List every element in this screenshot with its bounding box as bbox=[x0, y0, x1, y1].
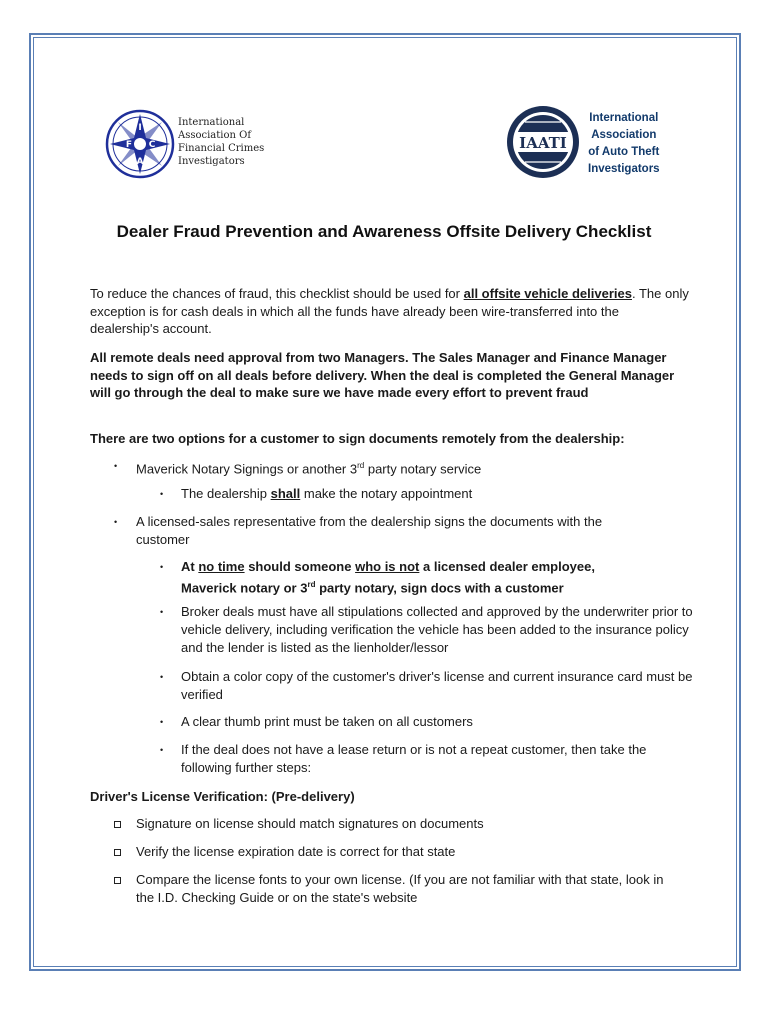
bullet: • bbox=[160, 489, 164, 499]
further-steps-rule: If the deal does not have a lease return or is not a repeat customer, then take the following further steps: bbox=[181, 742, 647, 775]
options-heading: There are two options for a customer to sign documents remotely from the dealership: bbox=[90, 431, 625, 446]
checkbox[interactable] bbox=[114, 849, 121, 856]
check-item: Compare the license fonts to your own license. (If you are not familiar with that state, look in the I.D. Checking Guide or on the state's website bbox=[136, 872, 664, 905]
option-notary-sub: The dealership shall make the notary appointment bbox=[181, 486, 473, 501]
iafci-logo bbox=[104, 108, 176, 180]
checkbox[interactable] bbox=[114, 877, 121, 884]
svg-text:A: A bbox=[136, 157, 144, 167]
document-title: Dealer Fraud Prevention and Awareness Offsite Delivery Checklist bbox=[116, 222, 652, 241]
svg-text:F: F bbox=[125, 140, 133, 150]
bullet: • bbox=[114, 461, 118, 471]
bullet: • bbox=[160, 562, 164, 572]
license-copy-rule: Obtain a color copy of the customer's driver's license and current insurance card must be verified bbox=[181, 669, 693, 702]
svg-text:IAATI: IAATI bbox=[519, 134, 567, 152]
broker-deals-rule: Broker deals must have all stipulations collected and approved by the underwriter prior to vehicle delivery, including verification the vehicle has been added to the insurance policy and the lender is listed as the lienholder/lessor bbox=[181, 604, 693, 655]
checkbox[interactable] bbox=[114, 821, 121, 828]
intro-paragraph: To reduce the chances of fraud, this checklist should be used for all offsite vehicle deliveries. The only exception is for cash deals in which all the funds have already been wire-transferred into the dealership's account. bbox=[90, 286, 689, 336]
bullet: • bbox=[160, 717, 164, 727]
check-item: Signature on license should match signatures on documents bbox=[136, 816, 484, 831]
bullet: • bbox=[114, 517, 118, 527]
iaati-name: International Association of Auto Theft Investigators bbox=[588, 112, 660, 175]
bullet: • bbox=[160, 745, 164, 755]
thumbprint-rule: A clear thumb print must be taken on all customers bbox=[181, 714, 473, 729]
option-notary: Maverick Notary Signings or another 3rd party notary service bbox=[136, 461, 482, 477]
bullet: • bbox=[160, 672, 164, 682]
svg-text:C: C bbox=[148, 140, 156, 150]
approval-paragraph: All remote deals need approval from two Managers. The Sales Manager and Finance Manager needs to sign off on all deals before delivery. When the deal is completed the General Manager will go through the deal to make sure we have made every effort to prevent fraud bbox=[90, 350, 675, 400]
iaati-logo bbox=[505, 104, 581, 180]
check-item: Verify the license expiration date is correct for that state bbox=[136, 844, 456, 859]
bullet: • bbox=[160, 607, 164, 617]
iafci-name: International Association Of Financial Crimes Investigators bbox=[178, 117, 265, 167]
svg-text:I: I bbox=[138, 123, 142, 133]
dl-verification-heading: Driver's License Verification: (Pre-delivery) bbox=[90, 789, 355, 804]
option-sales-rep: A licensed-sales representative from the dealership signs the documents with the customer bbox=[136, 514, 603, 547]
no-time-rule: At no time should someone who is not a licensed dealer employee, Maverick notary or 3rd party notary, sign docs with a customer bbox=[181, 559, 595, 596]
